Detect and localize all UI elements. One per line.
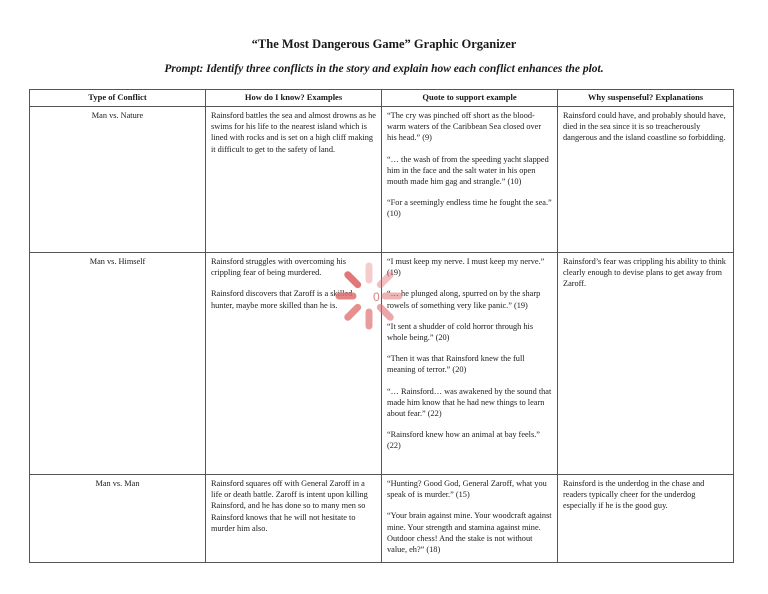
conflict-type: Man vs. Man xyxy=(30,475,206,563)
spinner-spoke xyxy=(380,307,390,317)
quote-text: “The cry was pinched off short as the blood-warm waters of the Caribbean Sea closed over his head.” (9) xyxy=(387,111,542,143)
header-explanations: Why suspenseful? Explanations xyxy=(558,90,734,107)
example-text: Rainsford battles the sea and almost drowns as he swims for his life to the nearest island which is lined with rocks and is set on a high cliff making it difficult to get to the safety of land. xyxy=(211,111,376,154)
quotes-cell xyxy=(382,107,558,253)
header-row xyxy=(30,90,734,107)
examples-cell xyxy=(206,475,382,563)
spinner-progress-text: 0 xyxy=(373,290,380,304)
document-title: “The Most Dangerous Game” Graphic Organizer xyxy=(251,37,517,51)
quote-text: “Rainsford knew how an animal at bay feels.” (22) xyxy=(387,430,540,451)
spinner-spoke xyxy=(380,275,390,285)
quote-text: “It sent a shudder of cold horror through his whole being.” (20) xyxy=(387,321,534,343)
conflict-type: Man vs. Himself xyxy=(30,253,206,475)
explanation-text: Rainsford is the underdog in the chase and readers typically cheer for the underdog especially if he is the good guy. xyxy=(563,479,705,511)
prompt-text: Prompt: Identify three conflicts in the story and explain how each conflict enhances the plot. xyxy=(164,63,604,75)
example-text: Rainsford discovers that Zaroff is a skilled hunter, maybe more skilled than he is. xyxy=(211,289,353,310)
explanation-cell xyxy=(558,475,734,563)
quote-text: “… Rainsford… was awakened by the sound that made him know that he had new things to learn about fear.” (22) xyxy=(387,386,552,419)
example-text: Rainsford squares off with General Zaroff in a life or death battle. Zaroff is intent upon killing Rainsford, and he has done so to many men so Rainsford knows that he will not hesitate to murder him also. xyxy=(211,479,368,533)
example-text: Rainsford struggles with overcoming his crippling fear of being murdered. xyxy=(211,257,347,278)
quote-text: “For a seemingly endless time he fought the sea.” (10) xyxy=(387,198,552,219)
conflict-type: Man vs. Nature xyxy=(30,107,206,253)
quote-text: “Hunting? Good God, General Zaroff, what you speak of is murder.” (15) xyxy=(387,479,547,500)
quotes-cell xyxy=(382,475,558,563)
spinner-spoke xyxy=(348,275,358,285)
quote-text: “Your brain against mine. Your woodcraft against mine. Your strength and stamina against mine. Outdoor chess! And the stake is not without value, eh?” (18) xyxy=(387,511,552,555)
quote-text: “… he plunged along, spurred on by the sharp rowels of something very like panic.” (19) xyxy=(387,289,541,310)
explanation-cell xyxy=(558,253,734,475)
examples-cell xyxy=(206,107,382,253)
header-quotes: Quote to support example xyxy=(382,90,558,107)
header-type: Type of Conflict xyxy=(30,90,206,107)
spinner-spoke xyxy=(348,307,358,317)
table-row xyxy=(30,107,734,253)
explanation-cell xyxy=(558,107,734,253)
header-examples: How do I know? Examples xyxy=(206,90,382,107)
quote-text: “… the wash of from the speeding yacht slapped him in the face and the salt water in his open mouth made him gag and strangle.” (10) xyxy=(387,154,549,187)
quote-text: “I must keep my nerve. I must keep my nerve.” (19) xyxy=(387,257,545,278)
loading-spinner-icon xyxy=(333,260,405,332)
table-row xyxy=(30,475,734,563)
quote-text: “Then it was that Rainsford knew the full meaning of terror.” (20) xyxy=(387,354,525,375)
explanation-text: Rainsford’s fear was crippling his ability to think clearly enough to devise plans to get away from Zaroff. xyxy=(563,257,726,289)
explanation-text: Rainsford could have, and probably should have, died in the sea since it is so treacherously dangerous and the island coastline so forbidding. xyxy=(563,111,726,143)
quotes-cell xyxy=(382,253,558,475)
